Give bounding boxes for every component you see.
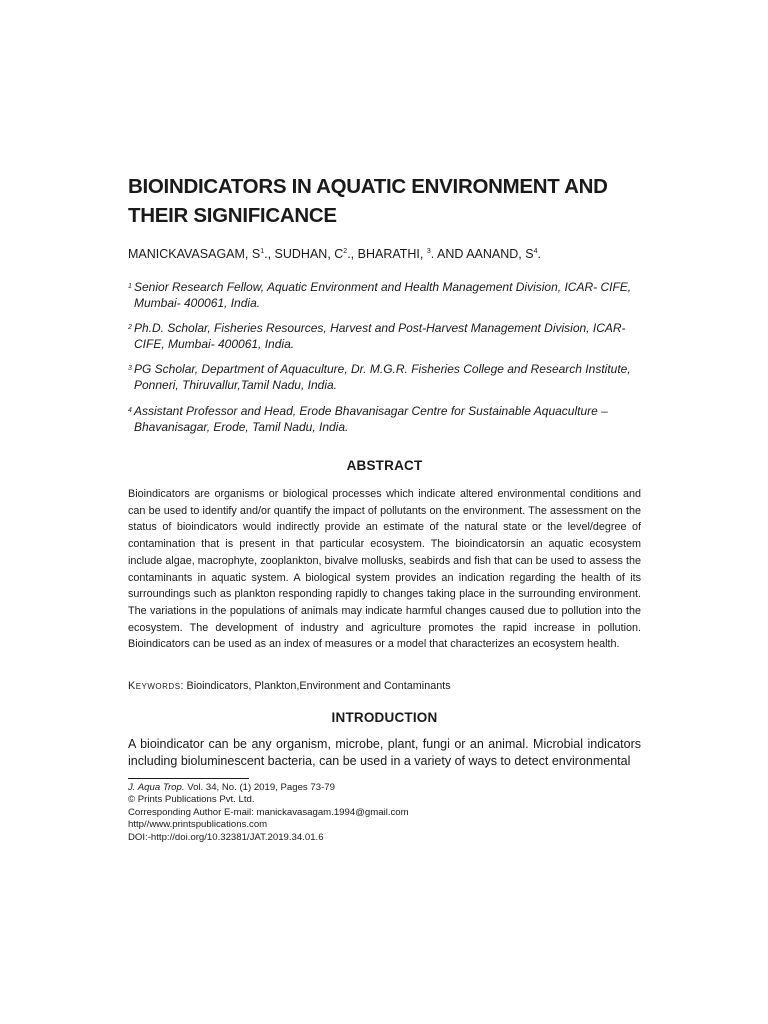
paper-title: BIOINDICATORS IN AQUATIC ENVIRONMENT AND THEIR SIGNIFICANCE	[128, 175, 608, 227]
affiliation-line: Assistant Professor and Head, Erode Bhavanisagar Centre for Sustainable Aquaculture –	[134, 404, 608, 418]
author-separator: .,	[264, 247, 275, 261]
author-name: MANICKAVASAGAM, S	[128, 247, 261, 261]
author-name: SUDHAN, C	[274, 247, 344, 261]
doi-link[interactable]: DOI:-http://doi.org/10.32381/JAT.2019.34.01.6	[128, 831, 324, 843]
author-affiliation-marker: 1	[260, 248, 265, 255]
footnote-divider	[128, 778, 249, 779]
author-affiliation-marker: 4	[533, 248, 538, 255]
affiliation-number: 1	[128, 283, 132, 290]
author-separator: .	[537, 247, 541, 261]
affiliation-line: Mumbai- 400061, India.	[134, 296, 261, 310]
citation-line	[128, 782, 641, 794]
affiliation-number: 3	[128, 365, 132, 372]
affiliation-line: Ponneri, Thiruvallur,Tamil Nadu, India.	[134, 378, 337, 392]
author-affiliation-marker: 2	[343, 248, 348, 255]
author-name: AANAND, S	[466, 247, 534, 261]
affiliation-line: CIFE, Mumbai- 400061, India.	[134, 337, 295, 351]
introduction-text: A bioindicator can be any organism, microbe, plant, fungi or an animal. Microbial indicators including bioluminescent bacteria, can be used in a variety of ways to detect environmental	[128, 737, 641, 768]
abstract-heading: ABSTRACT	[346, 458, 423, 473]
keywords-line	[128, 678, 641, 694]
affiliation-2	[128, 320, 641, 352]
corresponding-author-line: Corresponding Author E-mail: manickavasagam.1994@gmail.com	[128, 806, 409, 818]
author-separator: .,	[347, 247, 358, 261]
journal-volume: Vol. 34, No. (1) 2019, Pages 73-79	[184, 782, 335, 793]
author-list	[128, 246, 641, 262]
affiliation-3	[128, 361, 641, 393]
affiliation-number: 2	[128, 324, 132, 331]
keywords-label: Keywords	[128, 680, 181, 692]
footnote-block	[128, 782, 641, 844]
affiliation-4	[128, 403, 641, 435]
author-separator: . AND	[430, 247, 467, 261]
affiliation-line: Bhavanisagar, Erode, Tamil Nadu, India.	[134, 420, 349, 434]
affiliation-1	[128, 279, 641, 311]
author-affiliation-marker: 3	[426, 248, 431, 255]
affiliation-line: Senior Research Fellow, Aquatic Environment and Health Management Division, ICAR- CIFE,	[134, 280, 632, 294]
introduction-heading: INTRODUCTION	[331, 710, 438, 725]
keywords-text: : Bioindicators, Plankton,Environment and Contaminants	[180, 680, 451, 692]
journal-name: J. Aqua Trop.	[128, 782, 185, 793]
affiliation-number: 4	[128, 407, 132, 414]
affiliation-line: PG Scholar, Department of Aquaculture, Dr. M.G.R. Fisheries College and Research Institute,	[134, 362, 631, 376]
affiliation-line: Ph.D. Scholar, Fisheries Resources, Harvest and Post-Harvest Management Division, ICAR-	[134, 321, 626, 335]
author-name: BHARATHI,	[357, 247, 427, 261]
copyright-line: © Prints Publications Pvt. Ltd.	[128, 794, 255, 806]
publisher-website[interactable]: http//www.printspublications.com	[128, 819, 268, 831]
abstract-text: Bioindicators are organisms or biological processes which indicate altered environmental conditions and can be used to identify and/or quantify the impact of pollutants on the environment. The assessment on the status of bioindicators would indirectly provide an estimate of the natural state or the level/degree of contamination that is present in that particular ecosystem. The bioindicatorsin an aquatic ecosystem include algae, macrophyte, zooplankton, bivalve mollusks, seabirds and fish that can be used to assess the contaminants in aquatic system. A biological system provides an indication regarding the health of its surroundings such as plankton responding rapidly to changes taking place in the surrounding environment. The variations in the populations of animals may indicate harmful changes caused due to pollution into the ecosystem. The development of industry and agriculture promotes the rapid increase in pollution. Bioindicators can be used as an index of measures or a model that characterizes an ecosystem health.	[128, 488, 641, 651]
